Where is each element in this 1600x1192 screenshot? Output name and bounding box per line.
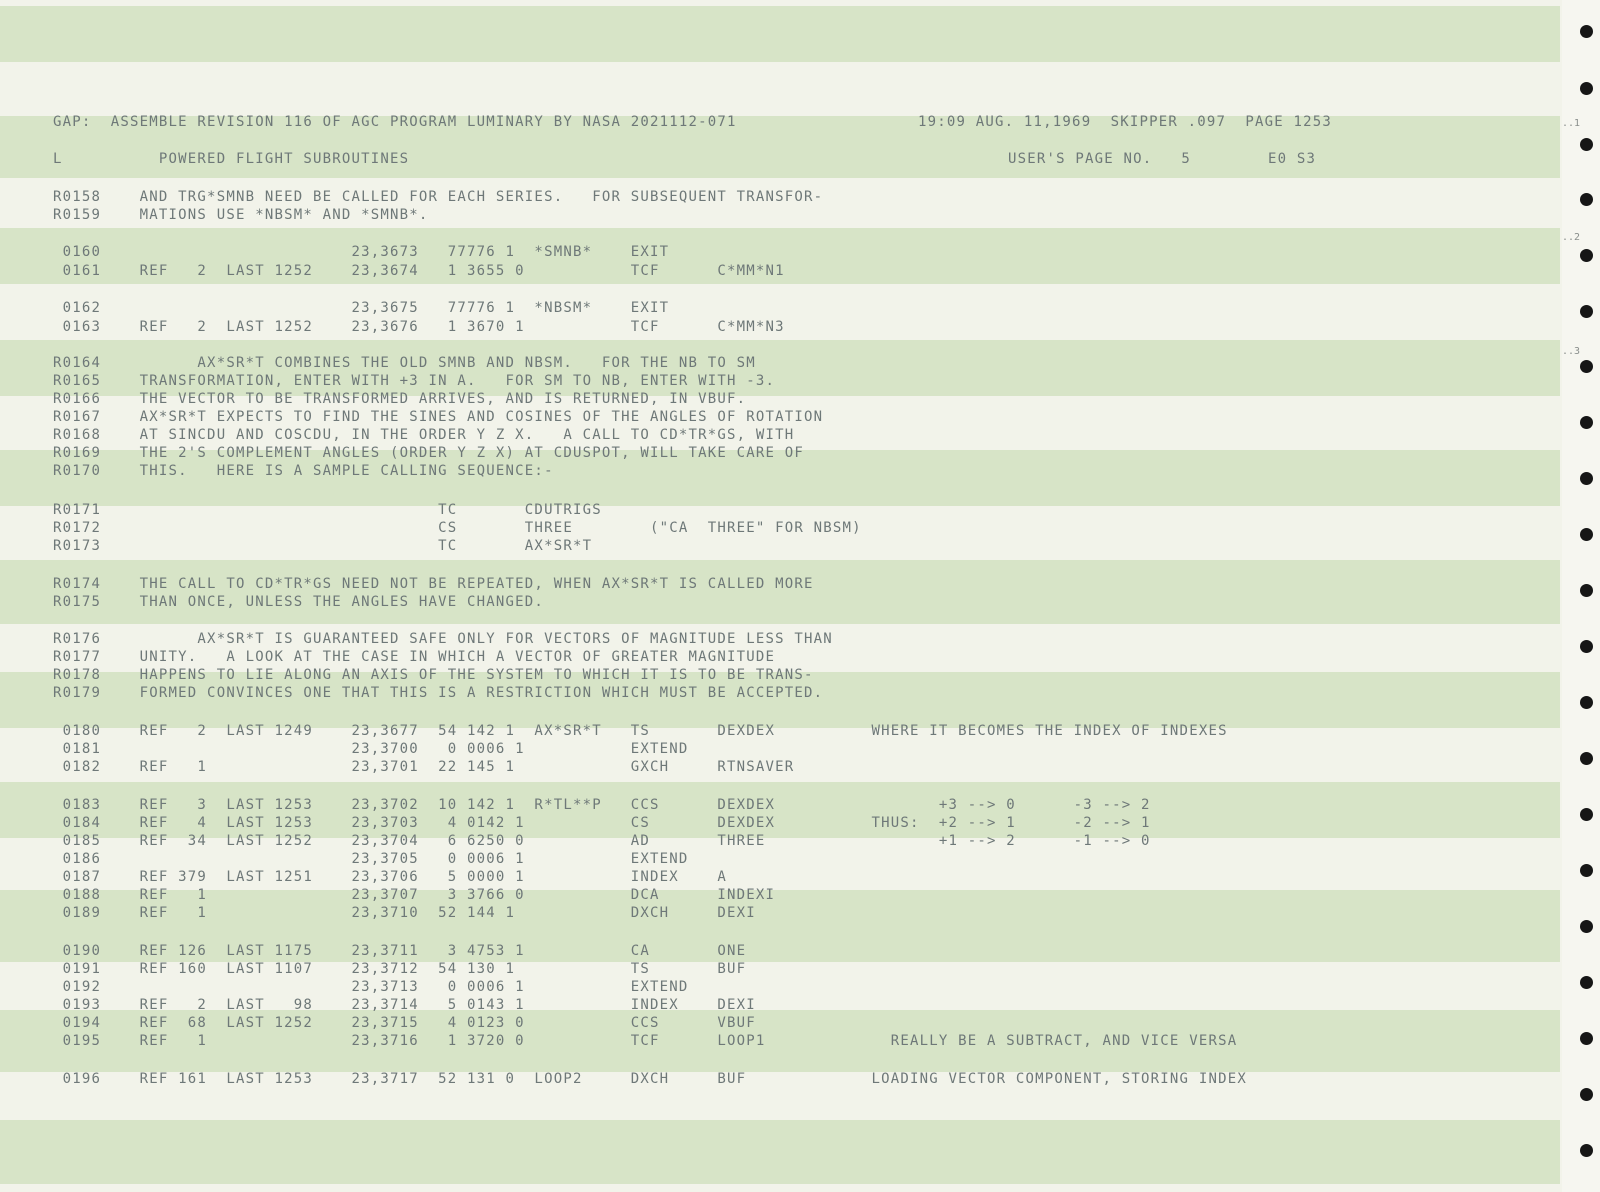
feed-hole-icon xyxy=(1580,25,1593,38)
feed-hole-icon xyxy=(1580,249,1593,262)
feed-hole-icon xyxy=(1580,640,1593,653)
listing-line: 0183 REF 3 LAST 1253 23,3702 10 142 1 R*TL**P CCS DEXDEX +3 --> 0 -3 --> 2 xyxy=(53,797,1151,813)
listing-line: R0167 AX*SR*T EXPECTS TO FIND THE SINES AND COSINES OF THE ANGLES OF ROTATION xyxy=(53,409,824,425)
feed-hole-icon xyxy=(1580,584,1593,597)
listing-line: 0189 REF 1 23,3710 52 144 1 DXCH DEXI xyxy=(53,905,756,921)
feed-hole-icon xyxy=(1580,193,1593,206)
listing-subheader: L POWERED FLIGHT SUBROUTINES xyxy=(53,151,410,167)
paper-stripe xyxy=(0,6,1560,62)
listing-line: 0194 REF 68 LAST 1252 23,3715 4 0123 0 CCS VBUF xyxy=(53,1015,756,1031)
listing-line: 0187 REF 379 LAST 1251 23,3706 5 0000 1 INDEX A xyxy=(53,869,728,885)
listing-line: R0175 THAN ONCE, UNLESS THE ANGLES HAVE CHANGED. xyxy=(53,594,545,610)
feed-hole-icon xyxy=(1580,976,1593,989)
listing-line: 0191 REF 160 LAST 1107 23,3712 54 130 1 TS BUF xyxy=(53,961,747,977)
listing-line: 0160 23,3673 77776 1 *SMNB* EXIT xyxy=(53,244,670,260)
feed-hole-icon xyxy=(1580,360,1593,373)
listing-line: 0180 REF 2 LAST 1249 23,3677 54 142 1 AX*SR*T TS DEXDEX WHERE IT BECOMES THE INDEX OF INDEXES xyxy=(53,723,1228,739)
listing-line: 0190 REF 126 LAST 1175 23,3711 3 4753 1 CA ONE xyxy=(53,943,747,959)
feed-hole-icon xyxy=(1580,920,1593,933)
listing-line: 0162 23,3675 77776 1 *NBSM* EXIT xyxy=(53,300,670,316)
listing-line: 0188 REF 1 23,3707 3 3766 0 DCA INDEXI xyxy=(53,887,776,903)
listing-line: 0192 23,3713 0 0006 1 EXTEND xyxy=(53,979,689,995)
listing-line: R0176 AX*SR*T IS GUARANTEED SAFE ONLY FOR VECTORS OF MAGNITUDE LESS THAN xyxy=(53,631,833,647)
feed-hole-icon xyxy=(1580,138,1593,151)
feed-hole-icon xyxy=(1580,82,1593,95)
feed-hole-icon xyxy=(1580,696,1593,709)
listing-line: R0166 THE VECTOR TO BE TRANSFORMED ARRIVES, AND IS RETURNED, IN VBUF. xyxy=(53,391,747,407)
feed-hole-icon xyxy=(1580,864,1593,877)
feed-hole-icon xyxy=(1580,416,1593,429)
margin-note: ..2 xyxy=(1562,232,1581,243)
feed-hole-icon xyxy=(1580,752,1593,765)
listing-line: R0165 TRANSFORMATION, ENTER WITH +3 IN A. FOR SM TO NB, ENTER WITH -3. xyxy=(53,373,776,389)
listing-line: R0173 TC AX*SR*T xyxy=(53,538,593,554)
listing-line: R0171 TC CDUTRIGS xyxy=(53,502,602,518)
listing-line: 0196 REF 161 LAST 1253 23,3717 52 131 0 LOOP2 DXCH BUF LOADING VECTOR COMPONENT, STORING INDEX xyxy=(53,1071,1247,1087)
listing-line: R0177 UNITY. A LOOK AT THE CASE IN WHICH A VECTOR OF GREATER MAGNITUDE xyxy=(53,649,776,665)
listing-line: R0164 AX*SR*T COMBINES THE OLD SMNB AND NBSM. FOR THE NB TO SM xyxy=(53,355,756,371)
listing-line: R0169 THE 2'S COMPLEMENT ANGLES (ORDER Y Z X) AT CDUSPOT, WILL TAKE CARE OF xyxy=(53,445,805,461)
paper-stripe xyxy=(0,1120,1560,1184)
feed-hole-icon xyxy=(1580,808,1593,821)
listing-header-date: 19:09 AUG. 11,1969 SKIPPER .097 PAGE 1253 xyxy=(918,114,1333,130)
feed-hole-icon xyxy=(1580,528,1593,541)
feed-hole-icon xyxy=(1580,1032,1593,1045)
listing-line: R0178 HAPPENS TO LIE ALONG AN AXIS OF THE SYSTEM TO WHICH IT IS TO BE TRANS- xyxy=(53,667,814,683)
feed-hole-icon xyxy=(1580,1144,1593,1157)
listing-line: R0158 AND TRG*SMNB NEED BE CALLED FOR EACH SERIES. FOR SUBSEQUENT TRANSFOR- xyxy=(53,189,824,205)
margin-note: ..1 xyxy=(1562,118,1581,129)
listing-line: 0184 REF 4 LAST 1253 23,3703 4 0142 1 CS DEXDEX THUS: +2 --> 1 -2 --> 1 xyxy=(53,815,1151,831)
listing-line: 0163 REF 2 LAST 1252 23,3676 1 3670 1 TCF C*MM*N3 xyxy=(53,319,785,335)
listing-line: 0181 23,3700 0 0006 1 EXTEND xyxy=(53,741,689,757)
listing-line: 0195 REF 1 23,3716 1 3720 0 TCF LOOP1 REALLY BE A SUBTRACT, AND VICE VERSA xyxy=(53,1033,1238,1049)
listing-line: 0185 REF 34 LAST 1252 23,3704 6 6250 0 AD THREE +1 --> 2 -1 --> 0 xyxy=(53,833,1151,849)
listing-line: 0186 23,3705 0 0006 1 EXTEND xyxy=(53,851,689,867)
listing-line: R0174 THE CALL TO CD*TR*GS NEED NOT BE REPEATED, WHEN AX*SR*T IS CALLED MORE xyxy=(53,576,814,592)
listing-line: R0179 FORMED CONVINCES ONE THAT THIS IS A RESTRICTION WHICH MUST BE ACCEPTED. xyxy=(53,685,824,701)
listing-line: R0168 AT SINCDU AND COSCDU, IN THE ORDER Y Z X. A CALL TO CD*TR*GS, WITH xyxy=(53,427,795,443)
margin-note: ..3 xyxy=(1562,346,1581,357)
listing-line: 0193 REF 2 LAST 98 23,3714 5 0143 1 INDEX DEXI xyxy=(53,997,756,1013)
listing-line: 0182 REF 1 23,3701 22 145 1 GXCH RTNSAVER xyxy=(53,759,795,775)
listing-page-number: USER'S PAGE NO. 5 E0 S3 xyxy=(1008,151,1317,167)
feed-hole-icon xyxy=(1580,305,1593,318)
feed-hole-icon xyxy=(1580,472,1593,485)
feed-hole-icon xyxy=(1580,1088,1593,1101)
listing-header: GAP: ASSEMBLE REVISION 116 OF AGC PROGRAM LUMINARY BY NASA 2021112-071 xyxy=(53,114,737,130)
listing-line: 0161 REF 2 LAST 1252 23,3674 1 3655 0 TCF C*MM*N1 xyxy=(53,263,785,279)
listing-line: R0159 MATIONS USE *NBSM* AND *SMNB*. xyxy=(53,207,429,223)
listing-line: R0170 THIS. HERE IS A SAMPLE CALLING SEQUENCE:- xyxy=(53,463,554,479)
tractor-feed-margin xyxy=(1562,0,1600,1192)
listing-line: R0172 CS THREE ("CA THREE" FOR NBSM) xyxy=(53,520,862,536)
